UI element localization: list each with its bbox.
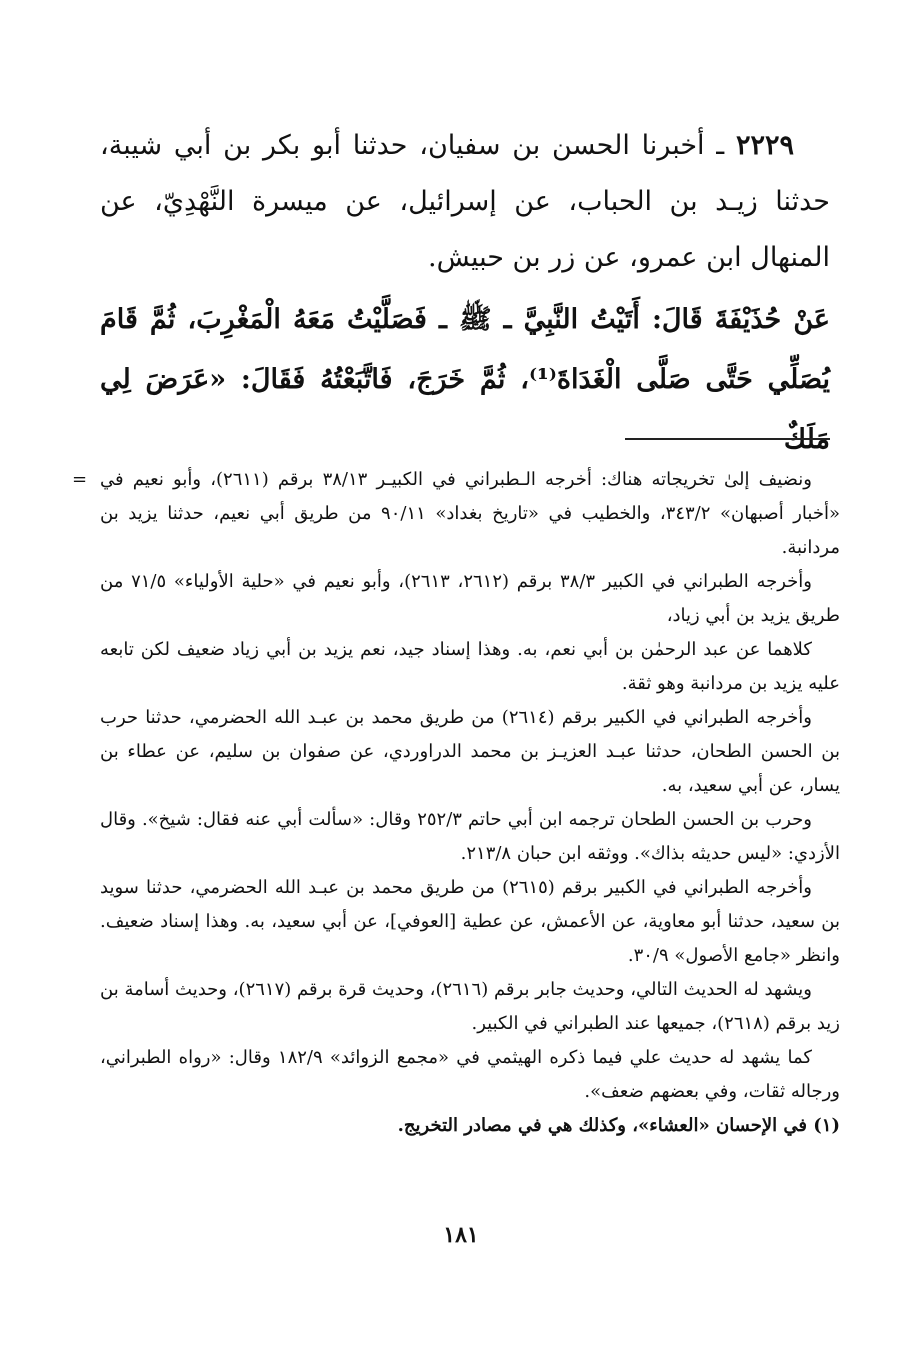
footnote-paragraph: وأخرجه الطبراني في الكبير ٣٨/٣ برقم (٢٦١٢، ٢٦١٣)، وأبو نعيم في «حلية الأولياء» ٧١/٥ من طريق يزيد بن أبي زياد، [100,571,840,626]
footnote-paragraph: ويشهد له الحديث التالي، وحديث جابر برقم (٢٦١٦)، وحديث قرة برقم (٢٦١٧)، وحديث أسامة بن زيد برقم (٢٦١٨)، جميعها عند الطبراني في الكبير. [100,979,840,1034]
hadith-isnad [100,118,830,286]
footnote-divider [625,438,830,440]
footnotes-section [72,463,840,1143]
footnote-1: (١) في الإحسان «العشاء»، وكذلك هي في مصادر التخريج. [397,1115,840,1136]
hadith-body [100,118,830,470]
hadith-matn: عَنْ حُذَيْفَةَ قَالَ: أَتَيْتُ النَّبِيَّ ـ ﷺ ـ فَصَلَّيْتُ مَعَهُ الْمَغْرِبَ، ثُمَّ قَامَ يُصَلِّي حَتَّى صَلَّى الْغَدَاةَ⁽¹⁾، ثُمَّ خَرَجَ، فَاتَّبَعْتُهُ فَقَالَ: «عَرَضَ لِي مَلَكٌ [100,304,830,455]
continuation-mark: = [72,469,88,490]
footnote-paragraph: ونضيف إلىٰ تخريجاته هناك: أخرجه الـطبراني في الكبيـر ٣٨/١٣ برقم (٢٦١١)، وأبو نعيم في «أخبار أصبهان» ٣٤٣/٢، والخطيب في «تاريخ بغداد» ٩٠/١١ من طريق أبي نعيم، حدثنا يزيد بن مردانبة. [100,469,840,558]
hadith-number: ٢٢٢٩ [735,130,794,161]
footnote-paragraph: كلاهما عن عبد الرحمٰن بن أبي نعم، به. وهذا إسناد جيد، نعم يزيد بن أبي زياد ضعيف لكن تابعه عليه يزيد بن مردانبة وهو ثقة. [100,639,840,694]
page-number: ١٨١ [443,1222,479,1248]
footnote-paragraph: وأخرجه الطبراني في الكبير برقم (٢٦١٤) من طريق محمد بن عبـد الله الحضرمي، حدثنا حرب بن الحسن الطحان، حدثنا عبـد العزيـز بن محمد الدراوردي، عن صفوان بن سليم، عن عطاء بن يسار، عن أبي سعيد، به. [100,707,840,796]
footnote-paragraph: وأخرجه الطبراني في الكبير برقم (٢٦١٥) من طريق محمد بن عبـد الله الحضرمي، حدثنا سويد بن سعيد، حدثنا أبو معاوية، عن الأعمش، عن عطية [العوفي]، عن أبي سعيد، به. وهذا إسناد ضعيف. وانظر «جامع الأصول» ٣٠/٩. [100,877,840,966]
footnote-paragraph: كما يشهد له حديث علي فيما ذكره الهيثمي في «مجمع الزوائد» ١٨٢/٩ وقال: «رواه الطبراني، ورجاله ثقات، وفي بعضهم ضعف». [100,1047,840,1102]
footnote-paragraph: وحرب بن الحسن الطحان ترجمه ابن أبي حاتم ٢٥٢/٣ وقال: «سألت أبي عنه فقال: شيخ». وقال الأزدي: «ليس حديثه بذاك». ووثقه ابن حبان ٢١٣/٨. [100,809,840,864]
isnad-text: ـ أخبرنا الحسن بن سفيان، حدثنا أبو بكر بن أبي شيبة، حدثنا زيـد بن الحباب، عن إسرائيل، عن ميسرة النَّهْدِيّ، عن المنهال ابن عمرو، عن زر بن حبيش. [100,130,830,273]
